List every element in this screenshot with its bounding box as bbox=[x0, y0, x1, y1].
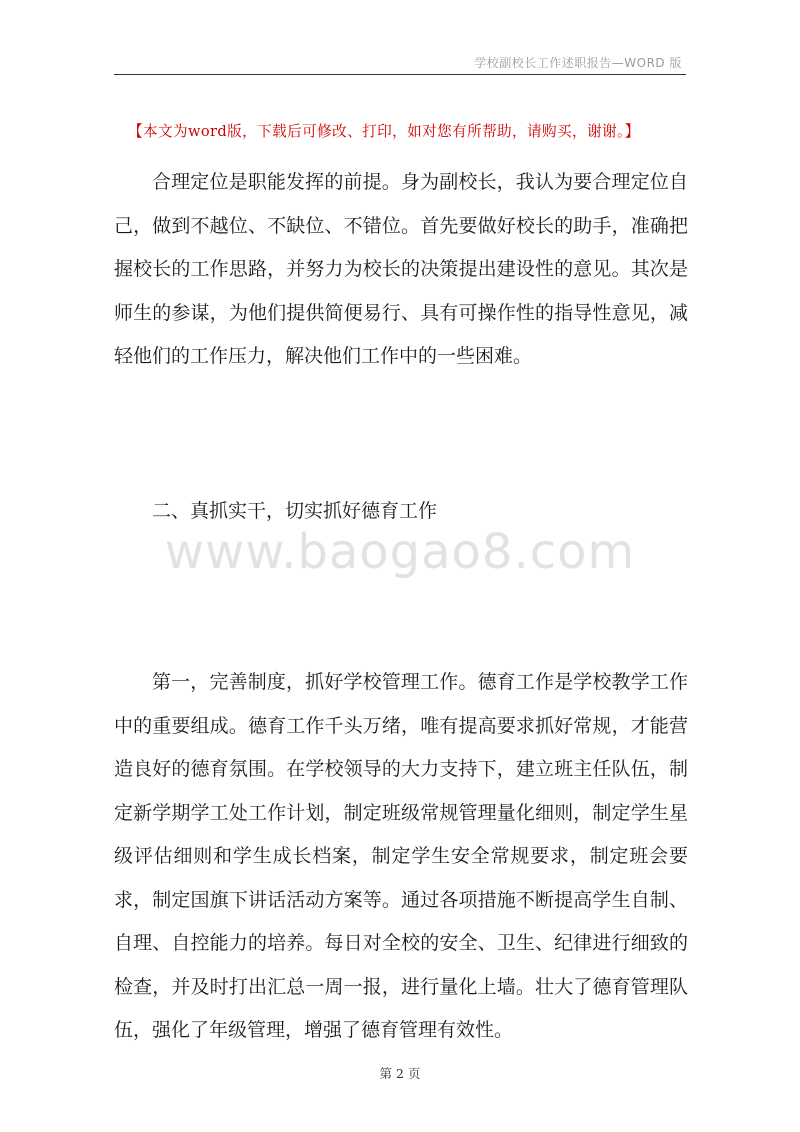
header-rule bbox=[114, 74, 686, 75]
header-title: 学校副校长工作述职报告—WORD 版 bbox=[474, 56, 682, 70]
section-heading: 二、真抓实干，切实抓好德育工作 bbox=[152, 500, 438, 522]
paragraph-moral-education: 第一，完善制度，抓好学校管理工作。德育工作是学校教学工作中的重要组成。德育工作千头万绪，唯有提高要求抓好常规，才能营造良好的德育氛围。在学校领导的大力支持下，建立班主任队伍，制定新学期学工处工作计划，制定班级常规管理量化细则，制定学生星级评估细则和学生成长档案，制定学生安全常规要求，制定班会要求，制定国旗下讲话活动方案等。通过各项措施不断提高学生自制、自理、自控能力的培养。每日对全校的安全、卫生、纪律进行细致的检查，并及时打出汇总一周一报，进行量化上墙。壮大了德育管理队伍，强化了年级管理，增强了德育管理有效性。 bbox=[114, 671, 688, 1041]
download-notice: 【本文为word版，下载后可修改、打印，如对您有所帮助，请购买，谢谢。】 bbox=[128, 123, 640, 140]
page-number: 第 2 页 bbox=[379, 1066, 421, 1081]
paragraph-positioning: 合理定位是职能发挥的前提。身为副校长，我认为要合理定位自己，做到不越位、不缺位、不错位。首先要做好校长的助手，准确把握校长的工作思路，并努力为校长的决策提出建设性的意见。其次是师生的参谋，为他们提供简便易行、具有可操作性的指导性意见，减轻他们的工作压力，解决他们工作中的一些困难。 bbox=[114, 171, 688, 367]
watermark: www.baogao8.com bbox=[164, 524, 636, 580]
